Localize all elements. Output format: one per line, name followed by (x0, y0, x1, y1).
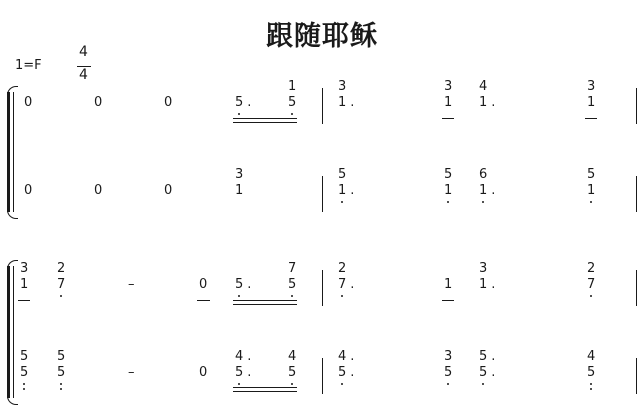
note: 0 (24, 183, 33, 198)
upper-note: 4 (338, 349, 347, 364)
note-group (235, 96, 251, 110)
upper-note: 1 (288, 79, 297, 94)
note: 1 (20, 277, 29, 292)
note: 1 (338, 183, 347, 198)
chord-upper-note (444, 350, 452, 364)
duration-underline (585, 118, 597, 119)
note-dot: . (247, 349, 252, 364)
upper-note: 4 (479, 79, 488, 94)
note-dot: . (350, 95, 355, 110)
note-group (587, 96, 595, 110)
note: 7 (338, 277, 347, 292)
note: 5 (235, 95, 244, 110)
note: 5 (444, 365, 453, 380)
note: 5 (479, 365, 488, 380)
barline (322, 176, 323, 212)
octave-dot (238, 113, 240, 115)
octave-dot (60, 295, 62, 297)
chord-upper-note (338, 262, 346, 276)
chord-upper-note (444, 80, 452, 94)
duration-underline (233, 304, 297, 305)
note: 5 (288, 365, 297, 380)
bracket-top-hook (7, 86, 18, 95)
note: 1 (444, 95, 453, 110)
octave-dot (590, 383, 592, 385)
note-group (444, 184, 452, 198)
note-group (479, 366, 495, 380)
chord-upper-note (57, 262, 65, 276)
upper-note: 4 (587, 349, 596, 364)
note-dot: . (247, 365, 252, 380)
duration-underline (442, 118, 454, 119)
upper-note: 7 (288, 261, 297, 276)
upper-note: 3 (444, 79, 453, 94)
note-group (288, 96, 296, 110)
octave-dot (23, 383, 25, 385)
octave-dot (60, 388, 62, 390)
note: 0 (24, 95, 33, 110)
bracket-top-hook (7, 260, 18, 269)
octave-dot (447, 383, 449, 385)
chord-upper-note (587, 168, 595, 182)
barline (322, 88, 323, 124)
key-signature: 1=F (15, 58, 42, 73)
upper-note: 5 (444, 167, 453, 182)
barline (322, 270, 323, 306)
note: 7 (587, 277, 596, 292)
note-group (479, 96, 495, 110)
note: 1 (479, 183, 488, 198)
note-group (164, 96, 172, 110)
octave-dot (482, 201, 484, 203)
chord-upper-note (338, 80, 346, 94)
duration-underline (197, 300, 210, 301)
note-group (24, 184, 32, 198)
upper-note: 5 (57, 349, 66, 364)
upper-note: 4 (235, 349, 244, 364)
note: 7 (57, 277, 66, 292)
note-group (479, 184, 495, 198)
note-group (338, 184, 354, 198)
octave-dot (341, 201, 343, 203)
note-group (57, 278, 65, 292)
octave-dot (590, 388, 592, 390)
note-group (235, 366, 251, 380)
duration-underline (233, 387, 297, 388)
note-dot: . (350, 365, 355, 380)
note: – (128, 365, 135, 380)
note-group (587, 184, 595, 198)
note-group (444, 366, 452, 380)
upper-note: 3 (444, 349, 453, 364)
chord-upper-note (20, 350, 28, 364)
chord-upper-note (288, 80, 296, 94)
note: 5 (235, 365, 244, 380)
note: 0 (94, 183, 103, 198)
note-group (338, 96, 354, 110)
note: 0 (164, 183, 173, 198)
note-dot: . (350, 183, 355, 198)
note-group (338, 278, 354, 292)
score-title: 跟随耶稣 (266, 21, 378, 52)
upper-note: 2 (57, 261, 66, 276)
upper-note: 3 (587, 79, 596, 94)
note-group (587, 366, 595, 380)
time-signature-top: 4 (79, 44, 88, 60)
note-group (24, 96, 32, 110)
duration-underline (233, 300, 297, 301)
upper-note: 4 (288, 349, 297, 364)
note-group (288, 278, 296, 292)
note: – (128, 277, 135, 292)
upper-note: 3 (338, 79, 347, 94)
upper-note: 5 (338, 167, 347, 182)
upper-note: 5 (479, 349, 488, 364)
upper-note: 6 (479, 167, 488, 182)
octave-dot (590, 295, 592, 297)
note-group (94, 96, 102, 110)
chord-upper-note (587, 262, 595, 276)
upper-note: 3 (235, 167, 244, 182)
note: 0 (164, 95, 173, 110)
duration-underline (233, 118, 297, 119)
note: 0 (199, 365, 208, 380)
note: 1 (444, 183, 453, 198)
note-group (587, 278, 595, 292)
duration-underline (18, 300, 30, 301)
note: 1 (338, 95, 347, 110)
chord-upper-note (20, 262, 28, 276)
octave-dot (447, 201, 449, 203)
note: 1 (235, 183, 244, 198)
note-group (444, 278, 452, 292)
note: 5 (20, 365, 29, 380)
duration-underline (442, 300, 454, 301)
chord-upper-note (338, 168, 346, 182)
note-group (288, 366, 296, 380)
note-group (235, 278, 251, 292)
duration-underline (233, 122, 297, 123)
chord-upper-note (288, 350, 296, 364)
note-group (479, 278, 495, 292)
barline (322, 358, 323, 394)
note-dot: . (491, 349, 496, 364)
chord-upper-note (235, 168, 243, 182)
note-dot: . (350, 349, 355, 364)
chord-upper-note (587, 80, 595, 94)
octave-dot (341, 383, 343, 385)
note: 1 (479, 95, 488, 110)
note-group (128, 366, 135, 380)
note-dot: . (491, 183, 496, 198)
note-dot: . (491, 95, 496, 110)
note-group (199, 366, 207, 380)
upper-note: 5 (20, 349, 29, 364)
note: 5 (587, 365, 596, 380)
note: 1 (587, 95, 596, 110)
chord-upper-note (479, 168, 487, 182)
system-bracket (7, 92, 10, 212)
note: 5 (288, 277, 297, 292)
note-group (128, 278, 135, 292)
system-bracket-thin (13, 92, 14, 212)
note-dot: . (247, 277, 252, 292)
octave-dot (482, 383, 484, 385)
note-dot: . (491, 277, 496, 292)
upper-note: 5 (587, 167, 596, 182)
note-group (20, 278, 28, 292)
note: 0 (94, 95, 103, 110)
upper-note: 3 (479, 261, 488, 276)
chord-upper-note (587, 350, 595, 364)
note: 5 (338, 365, 347, 380)
note-group (444, 96, 452, 110)
barline (636, 358, 637, 394)
octave-dot (341, 295, 343, 297)
chord-upper-note (288, 262, 296, 276)
note: 5 (57, 365, 66, 380)
upper-note: 2 (338, 261, 347, 276)
note-group (199, 278, 207, 292)
note: 5 (288, 95, 297, 110)
note-group (164, 184, 172, 198)
note: 5 (235, 277, 244, 292)
note-group (94, 184, 102, 198)
octave-dot (23, 388, 25, 390)
chord-upper-note (479, 350, 495, 364)
time-signature-bottom: 4 (79, 67, 88, 83)
note-dot: . (350, 277, 355, 292)
system-bracket (7, 266, 10, 398)
system-bracket-thin (13, 266, 14, 398)
note: 1 (444, 277, 453, 292)
note-group (20, 366, 28, 380)
upper-note: 2 (587, 261, 596, 276)
note-dot: . (247, 95, 252, 110)
chord-upper-note (479, 80, 487, 94)
duration-underline (233, 391, 297, 392)
chord-upper-note (479, 262, 487, 276)
note: 1 (587, 183, 596, 198)
note-group (338, 366, 354, 380)
chord-upper-note (57, 350, 65, 364)
octave-dot (291, 295, 293, 297)
note: 0 (199, 277, 208, 292)
chord-upper-note (444, 168, 452, 182)
chord-upper-note (235, 350, 251, 364)
note-dot: . (491, 365, 496, 380)
chord-upper-note (338, 350, 354, 364)
note: 1 (479, 277, 488, 292)
octave-dot (238, 295, 240, 297)
barline (636, 176, 637, 212)
bracket-bottom-hook (7, 396, 18, 405)
note-group (57, 366, 65, 380)
bracket-bottom-hook (7, 210, 18, 219)
octave-dot (238, 383, 240, 385)
upper-note: 3 (20, 261, 29, 276)
barline (636, 270, 637, 306)
barline (636, 88, 637, 124)
octave-dot (291, 383, 293, 385)
note-group (235, 184, 243, 198)
octave-dot (60, 383, 62, 385)
octave-dot (590, 201, 592, 203)
octave-dot (291, 113, 293, 115)
